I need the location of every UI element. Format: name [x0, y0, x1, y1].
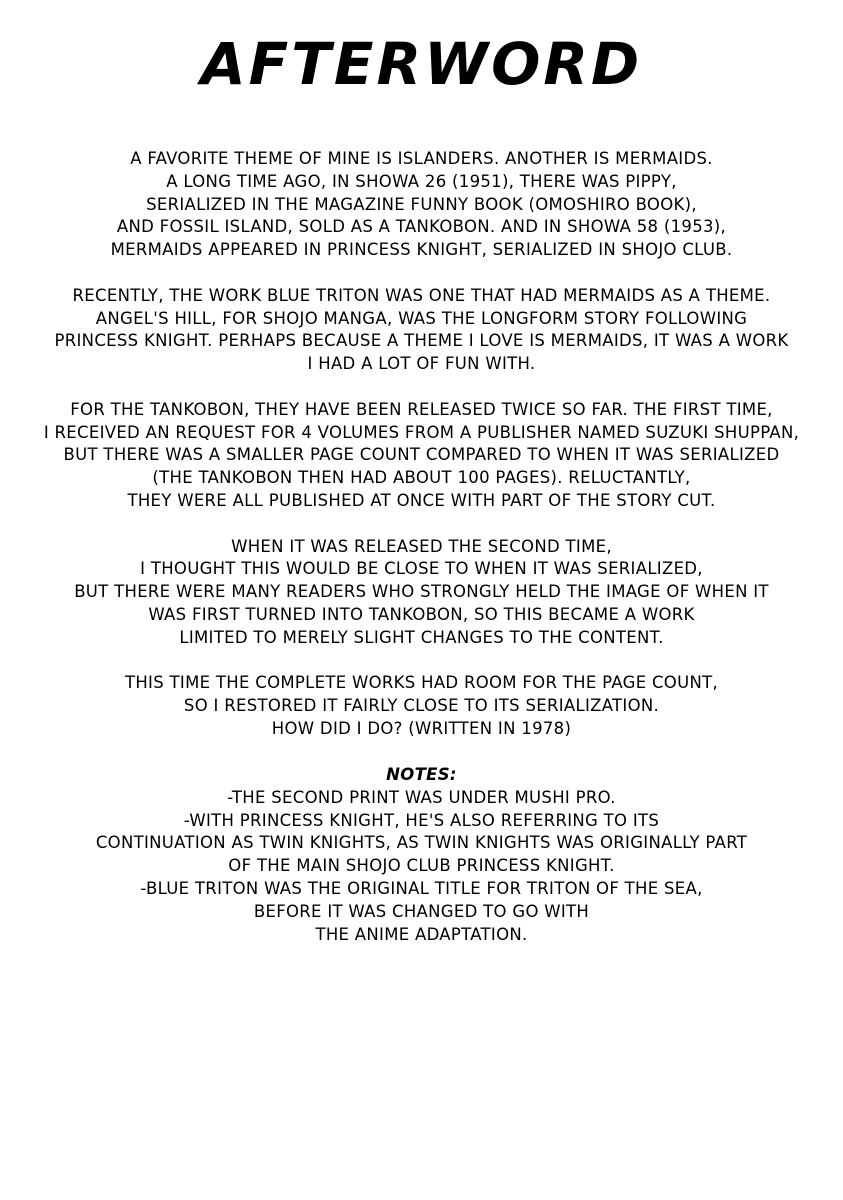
- note-line: -THE SECOND PRINT WAS UNDER MUSHI PRO.: [227, 787, 616, 807]
- note-line: BEFORE IT WAS CHANGED TO GO WITH: [253, 901, 590, 921]
- paragraph-1: [10, 148, 833, 262]
- text-line: LIMITED TO MERELY SLIGHT CHANGES TO THE CONTENT.: [179, 627, 664, 647]
- text-line: I THOUGHT THIS WOULD BE CLOSE TO WHEN IT WAS SERIALIZED,: [140, 559, 703, 579]
- paragraph-3: [10, 399, 833, 513]
- text-line: FOR THE TANKOBON, THEY HAVE BEEN RELEASED TWICE SO FAR. THE FIRST TIME,: [70, 399, 773, 419]
- text-line: MERMAIDS APPEARED IN PRINCESS KNIGHT, SERIALIZED IN SHOJO CLUB.: [110, 240, 733, 260]
- note-line: CONTINUATION AS TWIN KNIGHTS, AS TWIN KNIGHTS WAS ORIGINALLY PART: [95, 833, 748, 853]
- text-line: THEY WERE ALL PUBLISHED AT ONCE WITH PART OF THE STORY CUT.: [127, 490, 716, 510]
- text-line: BUT THERE WAS A SMALLER PAGE COUNT COMPARED TO WHEN IT WAS SERIALIZED: [63, 445, 780, 465]
- afterword-body: [10, 148, 833, 764]
- text-line: BUT THERE WERE MANY READERS WHO STRONGLY HELD THE IMAGE OF WHEN IT: [74, 582, 769, 602]
- text-line: (THE TANKOBON THEN HAD ABOUT 100 PAGES). RELUCTANTLY,: [152, 468, 691, 488]
- text-line: SO I RESTORED IT FAIRLY CLOSE TO ITS SERIALIZATION.: [183, 696, 660, 716]
- text-line: RECENTLY, THE WORK BLUE TRITON WAS ONE THAT HAD MERMAIDS AS A THEME.: [72, 285, 771, 305]
- text-line: PRINCESS KNIGHT. PERHAPS BECAUSE A THEME I LOVE IS MERMAIDS, IT WAS A WORK: [54, 331, 789, 351]
- notes-section: [10, 764, 833, 946]
- text-line: WHEN IT WAS RELEASED THE SECOND TIME,: [231, 536, 612, 556]
- text-line: I HAD A LOT OF FUN WITH.: [307, 354, 536, 374]
- text-line: HOW DID I DO? (WRITTEN IN 1978): [271, 718, 572, 738]
- text-line: A LONG TIME AGO, IN SHOWA 26 (1951), THERE WAS PIPPY,: [166, 171, 677, 191]
- paragraph-5: [10, 672, 833, 740]
- paragraph-4: [10, 536, 833, 650]
- text-line: SERIALIZED IN THE MAGAZINE FUNNY BOOK (OMOSHIRO BOOK),: [146, 194, 697, 214]
- note-line: OF THE MAIN SHOJO CLUB PRINCESS KNIGHT.: [228, 856, 615, 876]
- text-line: ANGEL'S HILL, FOR SHOJO MANGA, WAS THE LONGFORM STORY FOLLOWING: [95, 308, 748, 328]
- text-line: THIS TIME THE COMPLETE WORKS HAD ROOM FOR THE PAGE COUNT,: [124, 673, 719, 693]
- text-line: WAS FIRST TURNED INTO TANKOBON, SO THIS BECAME A WORK: [148, 604, 695, 624]
- notes-heading: NOTES:: [386, 765, 457, 784]
- note-line: -BLUE TRITON WAS THE ORIGINAL TITLE FOR TRITON OF THE SEA,: [140, 878, 703, 898]
- text-line: A FAVORITE THEME OF MINE IS ISLANDERS. ANOTHER IS MERMAIDS.: [130, 149, 713, 168]
- note-line: -WITH PRINCESS KNIGHT, HE'S ALSO REFERRING TO ITS: [183, 810, 660, 830]
- text-line: I RECEIVED AN REQUEST FOR 4 VOLUMES FROM A PUBLISHER NAMED SUZUKI SHUPPAN,: [43, 422, 800, 442]
- page-title: AFTERWORD: [200, 30, 643, 98]
- note-line: THE ANIME ADAPTATION.: [315, 924, 528, 944]
- paragraph-2: [10, 285, 833, 376]
- text-line: AND FOSSIL ISLAND, SOLD AS A TANKOBON. AND IN SHOWA 58 (1953),: [116, 217, 727, 237]
